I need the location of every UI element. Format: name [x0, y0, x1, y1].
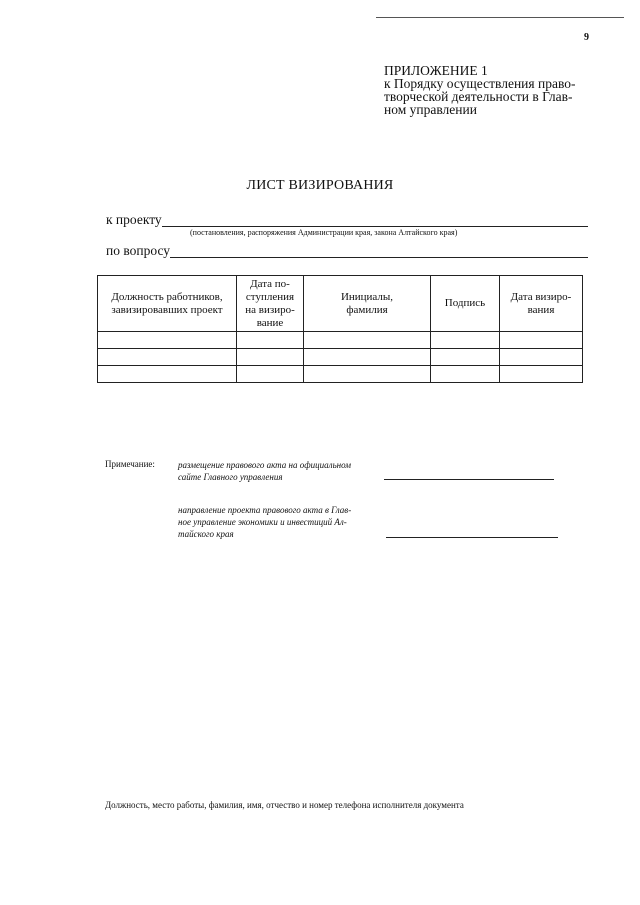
table-cell[interactable] [304, 332, 431, 349]
table-cell[interactable] [304, 366, 431, 383]
note-item-publication [178, 459, 388, 483]
header-line: ступления [245, 290, 295, 303]
table-cell[interactable] [500, 349, 583, 366]
table-cell[interactable] [431, 366, 500, 383]
note-signature-line[interactable] [386, 537, 558, 538]
project-label: к проекту [106, 212, 162, 227]
table-cell[interactable] [304, 349, 431, 366]
table-row [98, 332, 583, 349]
project-fill-line[interactable] [162, 226, 588, 227]
appendix-line: ПРИЛОЖЕНИЕ 1 [384, 63, 488, 78]
table-cell[interactable] [237, 366, 304, 383]
note-line: направление проекта правового акта в Глав- [178, 505, 352, 515]
question-label: по вопросу [106, 243, 171, 258]
note-line: сайте Главного управления [178, 472, 283, 482]
appendix-line: к Порядку осуществления право- [384, 76, 576, 91]
table-cell[interactable] [237, 332, 304, 349]
note-signature-line[interactable] [384, 479, 554, 480]
header-line: на визиро- [245, 303, 295, 316]
page-title: ЛИСТ ВИЗИРОВАНИЯ [246, 178, 394, 193]
header-approval-date [500, 276, 583, 332]
header-line: Дата визиро- [510, 290, 572, 303]
note-label: Примечание: [105, 459, 155, 469]
table-cell[interactable] [431, 349, 500, 366]
top-rule [376, 17, 624, 18]
table-cell[interactable] [98, 349, 237, 366]
table-cell[interactable] [431, 332, 500, 349]
header-line: Должность работников, [111, 290, 223, 303]
question-fill-line[interactable] [170, 257, 588, 258]
header-line: фамилия [346, 303, 388, 316]
table-row [98, 366, 583, 383]
header-position [98, 276, 237, 332]
project-hint: (постановления, распоряжения Администрации края, закона Алтайского края) [190, 228, 458, 237]
header-line: Подпись [444, 297, 486, 309]
approval-table [97, 275, 583, 383]
note-line: размещение правового акта на официальном [178, 460, 352, 470]
note-line: тайского края [178, 529, 234, 539]
header-line: Инициалы, [340, 290, 394, 303]
header-line: вание [256, 316, 284, 329]
appendix-line: ном управлении [384, 102, 477, 117]
note-line: ное управление экономики и инвестиций Ал- [178, 517, 347, 527]
note-item-economy-dept [178, 504, 388, 540]
header-line: завизировавших проект [111, 303, 223, 316]
table-header-row [98, 276, 583, 332]
header-line: Дата по- [250, 277, 290, 290]
table-cell[interactable] [500, 332, 583, 349]
table-cell[interactable] [98, 332, 237, 349]
table-cell[interactable] [500, 366, 583, 383]
table-row [98, 349, 583, 366]
page-number: 9 [584, 32, 589, 43]
executor-footer: Должность, место работы, фамилия, имя, отчество и номер телефона исполнителя документа [105, 800, 464, 810]
table-cell[interactable] [98, 366, 237, 383]
header-name [304, 276, 431, 332]
header-signature [431, 276, 500, 332]
appendix-line: творческой деятельности в Глав- [384, 89, 573, 104]
table-cell[interactable] [237, 349, 304, 366]
header-line: вания [527, 303, 555, 316]
header-received-date [237, 276, 304, 332]
appendix-header [384, 64, 614, 116]
